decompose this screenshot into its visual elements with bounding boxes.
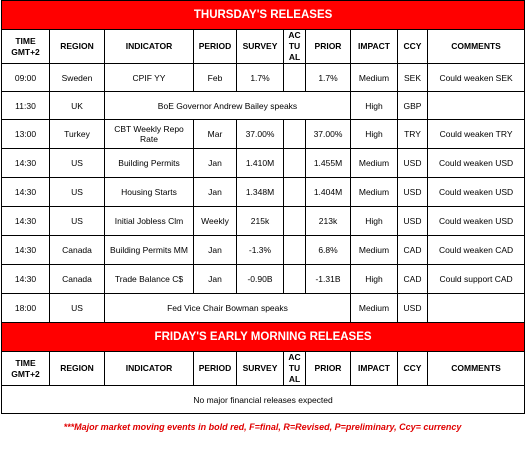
cell-indicator: CPIF YY xyxy=(105,64,194,92)
cell-ccy: GBP xyxy=(398,92,428,120)
table-row xyxy=(2,265,525,294)
cell-comments xyxy=(428,294,525,323)
cell-region: US xyxy=(50,149,105,178)
cell-impact: Medium xyxy=(351,236,398,265)
header-actual: AC TU AL xyxy=(284,30,306,64)
table-row xyxy=(2,294,525,323)
table-row xyxy=(2,120,525,149)
header-comments: COMMENTS xyxy=(428,352,525,386)
cell-actual xyxy=(284,236,306,265)
cell-survey: 37.00% xyxy=(237,120,284,149)
no-releases-message: No major financial releases expected xyxy=(2,386,525,414)
cell-prior: -1.31B xyxy=(306,265,351,294)
cell-actual xyxy=(284,149,306,178)
cell-indicator: Trade Balance C$ xyxy=(105,265,194,294)
header-period: PERIOD xyxy=(194,30,237,64)
cell-period: Jan xyxy=(194,149,237,178)
cell-survey: 215k xyxy=(237,207,284,236)
cell-survey: -1.3% xyxy=(237,236,284,265)
cell-prior: 1.455M xyxy=(306,149,351,178)
cell-region: Turkey xyxy=(50,120,105,149)
friday-header-row xyxy=(2,352,525,386)
friday-no-releases-row xyxy=(2,386,525,414)
header-comments: COMMENTS xyxy=(428,30,525,64)
header-ccy: CCY xyxy=(398,30,428,64)
cell-period: Jan xyxy=(194,265,237,294)
footnote: ***Major market moving events in bold red, F=final, R=Revised, P=preliminary, Ccy= currency xyxy=(63,422,462,432)
cell-prior: 6.8% xyxy=(306,236,351,265)
table-row xyxy=(2,178,525,207)
cell-actual xyxy=(284,207,306,236)
cell-indicator: Fed Vice Chair Bowman speaks xyxy=(105,294,351,323)
header-period: PERIOD xyxy=(194,352,237,386)
cell-indicator: Building Permits xyxy=(105,149,194,178)
cell-impact: High xyxy=(351,120,398,149)
cell-ccy: USD xyxy=(398,207,428,236)
cell-impact: High xyxy=(351,92,398,120)
header-impact: IMPACT xyxy=(351,30,398,64)
table-row xyxy=(2,207,525,236)
friday-title: FRIDAY'S EARLY MORNING RELEASES xyxy=(2,323,525,352)
table-row xyxy=(2,236,525,265)
cell-time: 11:30 xyxy=(2,92,50,120)
cell-indicator: BoE Governor Andrew Bailey speaks xyxy=(105,92,351,120)
cell-impact: Medium xyxy=(351,294,398,323)
cell-prior: 1.7% xyxy=(306,64,351,92)
header-survey: SURVEY xyxy=(237,30,284,64)
cell-comments: Could weaken USD xyxy=(428,149,525,178)
cell-comments: Could weaken SEK xyxy=(428,64,525,92)
cell-comments: Could weaken USD xyxy=(428,207,525,236)
header-prior: PRIOR xyxy=(306,30,351,64)
header-indicator: INDICATOR xyxy=(105,30,194,64)
cell-survey: 1.348M xyxy=(237,178,284,207)
cell-region: Sweden xyxy=(50,64,105,92)
table-row xyxy=(2,64,525,92)
header-ccy: CCY xyxy=(398,352,428,386)
header-prior: PRIOR xyxy=(306,352,351,386)
cell-prior: 1.404M xyxy=(306,178,351,207)
cell-comments: Could weaken USD xyxy=(428,178,525,207)
cell-period: Mar xyxy=(194,120,237,149)
cell-indicator: Initial Jobless Clm xyxy=(105,207,194,236)
cell-impact: High xyxy=(351,265,398,294)
releases-calendar xyxy=(1,0,524,432)
cell-period: Feb xyxy=(194,64,237,92)
cell-region: US xyxy=(50,178,105,207)
cell-survey: -0.90B xyxy=(237,265,284,294)
header-time: TIME GMT+2 xyxy=(2,30,50,64)
header-impact: IMPACT xyxy=(351,352,398,386)
cell-actual xyxy=(284,64,306,92)
cell-indicator: Housing Starts xyxy=(105,178,194,207)
cell-actual xyxy=(284,178,306,207)
thursday-title: THURSDAY'S RELEASES xyxy=(2,1,525,30)
cell-impact: Medium xyxy=(351,64,398,92)
cell-ccy: USD xyxy=(398,294,428,323)
cell-region: US xyxy=(50,207,105,236)
cell-ccy: USD xyxy=(398,149,428,178)
cell-impact: High xyxy=(351,207,398,236)
cell-prior: 37.00% xyxy=(306,120,351,149)
cell-region: UK xyxy=(50,92,105,120)
releases-table xyxy=(1,0,525,414)
cell-comments: Could weaken CAD xyxy=(428,236,525,265)
cell-ccy: TRY xyxy=(398,120,428,149)
cell-survey: 1.7% xyxy=(237,64,284,92)
cell-region: Canada xyxy=(50,265,105,294)
table-row xyxy=(2,92,525,120)
cell-impact: Medium xyxy=(351,178,398,207)
table-row xyxy=(2,149,525,178)
cell-time: 14:30 xyxy=(2,236,50,265)
cell-period: Jan xyxy=(194,236,237,265)
cell-comments: Could weaken TRY xyxy=(428,120,525,149)
cell-time: 18:00 xyxy=(2,294,50,323)
cell-time: 14:30 xyxy=(2,149,50,178)
cell-comments xyxy=(428,92,525,120)
cell-time: 14:30 xyxy=(2,178,50,207)
header-actual: AC TU AL xyxy=(284,352,306,386)
cell-time: 13:00 xyxy=(2,120,50,149)
cell-ccy: SEK xyxy=(398,64,428,92)
cell-time: 14:30 xyxy=(2,207,50,236)
cell-region: Canada xyxy=(50,236,105,265)
cell-prior: 213k xyxy=(306,207,351,236)
cell-indicator: Building Permits MM xyxy=(105,236,194,265)
header-survey: SURVEY xyxy=(237,352,284,386)
cell-survey: 1.410M xyxy=(237,149,284,178)
header-time: TIME GMT+2 xyxy=(2,352,50,386)
cell-period: Jan xyxy=(194,178,237,207)
cell-impact: Medium xyxy=(351,149,398,178)
header-indicator: INDICATOR xyxy=(105,352,194,386)
cell-region: US xyxy=(50,294,105,323)
cell-actual xyxy=(284,120,306,149)
thursday-header-row xyxy=(2,30,525,64)
cell-comments: Could support CAD xyxy=(428,265,525,294)
cell-ccy: CAD xyxy=(398,265,428,294)
cell-time: 09:00 xyxy=(2,64,50,92)
cell-period: Weekly xyxy=(194,207,237,236)
cell-actual xyxy=(284,265,306,294)
cell-indicator: CBT Weekly Repo Rate xyxy=(105,120,194,149)
cell-time: 14:30 xyxy=(2,265,50,294)
header-region: REGION xyxy=(50,352,105,386)
cell-ccy: CAD xyxy=(398,236,428,265)
header-region: REGION xyxy=(50,30,105,64)
cell-ccy: USD xyxy=(398,178,428,207)
